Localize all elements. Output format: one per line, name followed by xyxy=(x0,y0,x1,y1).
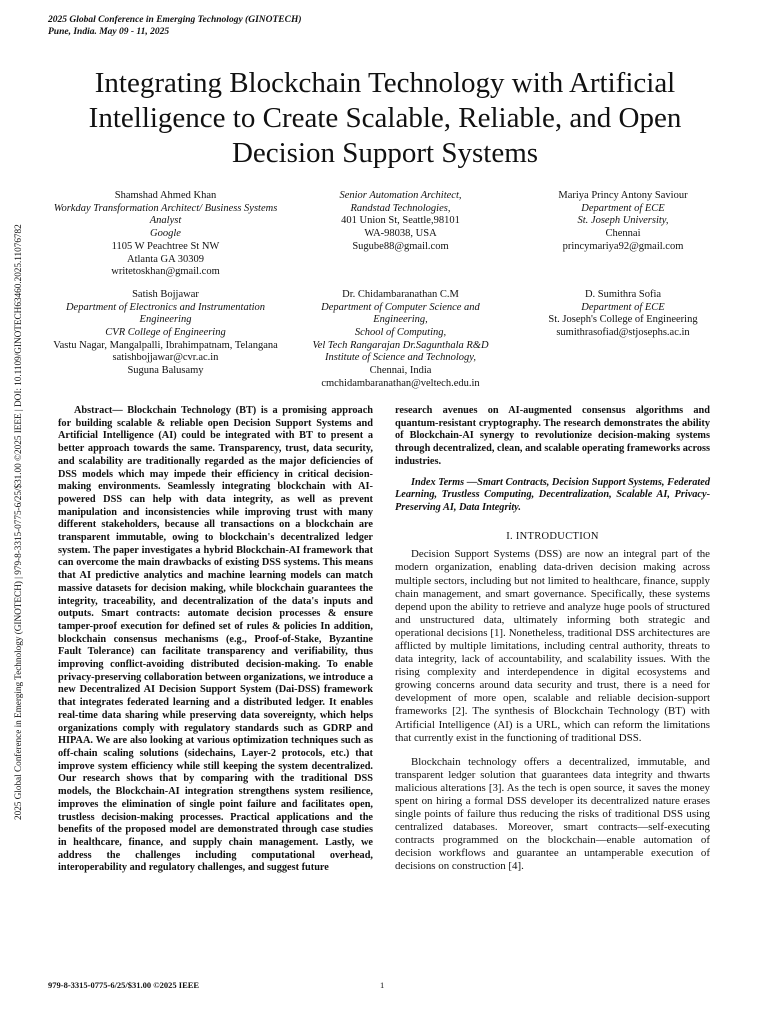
paper-title: Integrating Blockchain Technology with Artificial Intelligence to Create Scalable, Reliable, and Open Decision Support Systems xyxy=(88,67,682,169)
section-heading: I. INTRODUCTION xyxy=(506,530,599,542)
author-address: St. Joseph's College of Engineering xyxy=(548,314,698,326)
abstract-continuation: research avenues on AI-augmented consensus algorithms and quantum-resistant cryptography. The research demonstrates the ability of Blockchain-AI synergy to revolutionize decision-making systems through decentralized, clean, and scalable operating frameworks across industries. xyxy=(395,405,710,467)
author-affiliation: Google xyxy=(150,228,181,240)
author-affiliation: Department of ECE xyxy=(581,301,665,313)
conference-location-date: Pune, India. May 09 - 11, 2025 xyxy=(48,27,170,37)
author-name: D. Sumithra Sofia xyxy=(584,288,662,300)
author-address: Suguna Balusamy xyxy=(127,365,204,377)
author-address: Chennai xyxy=(605,228,641,240)
author-affiliation: School of Computing, xyxy=(354,327,447,339)
author-row-1 xyxy=(48,190,728,279)
author-affiliation: Senior Automation Architect, xyxy=(339,190,462,201)
author-block xyxy=(48,190,728,391)
author-affiliation: Randstad Technologies, xyxy=(350,202,451,214)
author-email: sumithrasofiad@stjosephs.ac.in xyxy=(556,327,690,339)
intro-paragraph-1: Decision Support Systems (DSS) are now an integral part of the modern organization, enabling data-driven decision making across multiple sectors, including but not limited to healthcare, finance, supply chain management, and smart governance. Specifically, these systems depend upon the ability to retrieve and analyze huge pools of structured and unstructured data, ultimately informing both strategic and operational decisions [1]. Nonetheless, traditional DSS architectures are afflicted by multiple limitations, including central authority, threats to data integrity, lack of accountability, and scalability issues. With the rising complexity and interdependence in digital ecosystems and growing concerns around data security and trust, there is a need for development of more open, scalable and reliable decision-support frameworks [2]. The synthesis of Blockchain Technology (BT) with Artificial Intelligence (AI) is a URL, which can reform the limitations that currently exist in the functioning of traditional DSS. xyxy=(395,548,710,744)
conference-header xyxy=(48,14,302,38)
author-name: Shamshad Ahmed Khan xyxy=(114,190,217,201)
author-email: Sugube88@gmail.com xyxy=(352,240,449,252)
author-affiliation: Department of Computer Science and Engineering, xyxy=(321,301,480,326)
author-affiliation: Vel Tech Rangarajan Dr.Sagunthala R&D Institute of Science and Technology, xyxy=(312,339,489,364)
author-affiliation: Workday Transformation Architect/ Business Systems Analyst xyxy=(53,202,278,227)
doi-sidebar xyxy=(14,200,30,820)
author-address: Chennai, India xyxy=(369,365,432,377)
author-address: 401 Union St, Seattle,98101 xyxy=(341,215,460,227)
author-address: 1105 W Peachtree St NW xyxy=(111,240,220,252)
author-affiliation: St. Joseph University, xyxy=(577,215,669,227)
author-affiliation: CVR College of Engineering xyxy=(105,327,226,339)
author-address: WA-98038, USA xyxy=(364,228,437,240)
right-column xyxy=(395,405,710,874)
author-email: princymariya92@gmail.com xyxy=(562,240,684,252)
page-number: 1 xyxy=(380,980,385,990)
left-column xyxy=(58,405,373,875)
author-address: Atlanta GA 30309 xyxy=(127,253,204,265)
author-card xyxy=(301,190,501,279)
author-card xyxy=(518,289,728,391)
author-row-2 xyxy=(48,289,728,391)
author-name: Satish Bojjawar xyxy=(132,288,199,300)
author-card xyxy=(518,190,728,279)
author-email: writetoskhan@gmail.com xyxy=(111,266,220,278)
author-affiliation: Department of ECE xyxy=(581,202,665,214)
author-email: cmchidambaranathan@veltech.edu.in xyxy=(321,377,480,389)
conference-name: 2025 Global Conference in Emerging Technology (GINOTECH) xyxy=(48,15,302,25)
footer-copyright: 979-8-3315-0775-6/25/$31.00 ©2025 IEEE xyxy=(48,980,200,990)
author-card xyxy=(48,190,283,279)
index-terms: Index Terms —Smart Contracts, Decision Support Systems, Federated Learning, Trustless Computing, Decentralization, Scalable AI, Privacy-Preserving AI, Data Integrity. xyxy=(395,476,710,513)
doi-text: 2025 Global Conference in Emerging Technology (GINOTECH) | 979-8-3315-0775-6/25/$31.00 ©2025 IEEE | DOI: 10.1109/GINOTECH63460.2025.11076782 xyxy=(14,224,24,820)
author-affiliation: Department of Electronics and Instrumentation Engineering xyxy=(65,301,266,326)
author-address: Vastu Nagar, Mangalpalli, Ibrahimpatnam, Telangana xyxy=(53,339,278,351)
abstract-text: Abstract— Blockchain Technology (BT) is a promising approach for building scalable & reliable open Decision Support Systems and Artificial Intelligence (AI) could be integrated with BT to present a better approach towards the same. Transparency, trust, data security, and scalability are traditionally regarded as the major deficiencies of DSS models which may impede their efficiency in critical decision-making environments. Seamlessly integrating blockchain with AI-powered DSS can help with data integrity, as well as prevent manipulation and inconsistencies while improving trust with many different stakeholders, because all transactions on a blockchain are transparent immutable, owing to blockchain's decentralized ledger system. The paper investigates a hybrid Blockchain-AI framework that can overcome the main drawbacks of existing DSS systems. This means that AI predictive analytics and machine learning models can match massive datasets for decision making, while blockchain guarantees the integrity, traceability, and decentralization of the data's inputs and outputs. Smart contracts: automate decision processes & ensure tamper-proof execution for defined set of rules & policies In addition, blockchain consensus mechanisms (e.g., Proof-of-Stake, Byzantine Fault Tolerance) can facilitate transparency and verifiability, thus improving conflict-avoiding distributed decision-making. To enable privacy-preserving collaboration between organizations, we introduce a new Decentralized AI Decision Support System (Dai-DSS) framework that integrates federated learning and a distributed ledger. It enables real-time data sharing while preserving data sovereignty, which helps organizations comply with regulatory standards such as GDRP and HIPAA. We are also looking at various optimization techniques such as off-chain scaling solutions (sidechains, Layer-2 protocols, etc.) that improve system efficiency while still keeping the system decentralized. Our research shows that by comparing with the traditional DSS models, the Blockchain-AI integration strengthens system resilience, improves the elimination of single point failure and facilitates open, trustless decision-making processes. Practical applications and the benefits of the proposed model are demonstrated through case studies in healthcare, finance, and supply chain management. Lastly, we address the challenges including computational overhead, interoperability and regulatory challenges, and suggest future xyxy=(58,405,373,874)
author-card xyxy=(48,289,283,391)
intro-paragraph-2: Blockchain technology offers a decentralized, immutable, and transparent ledger solution that guarantees data integrity and thwarts malicious alterations [3]. As the tech is open source, it saves the money spent on hiring a formal DSS developer its decentralized nature erases single points of failure thus reducing the risks of traditional DSS using centralized databases. Moreover, smart contracts—self-executing contracts programmed on the blockchain—enable automation of decision workflows and guarantee an untamperable execution of decisions on construction [4]. xyxy=(395,755,710,873)
author-email: satishbojjawar@cvr.ac.in xyxy=(112,352,219,364)
author-name: Dr. Chidambaranathan C.M xyxy=(342,288,459,300)
author-name: Mariya Princy Antony Saviour xyxy=(558,190,688,201)
author-card xyxy=(301,289,501,391)
